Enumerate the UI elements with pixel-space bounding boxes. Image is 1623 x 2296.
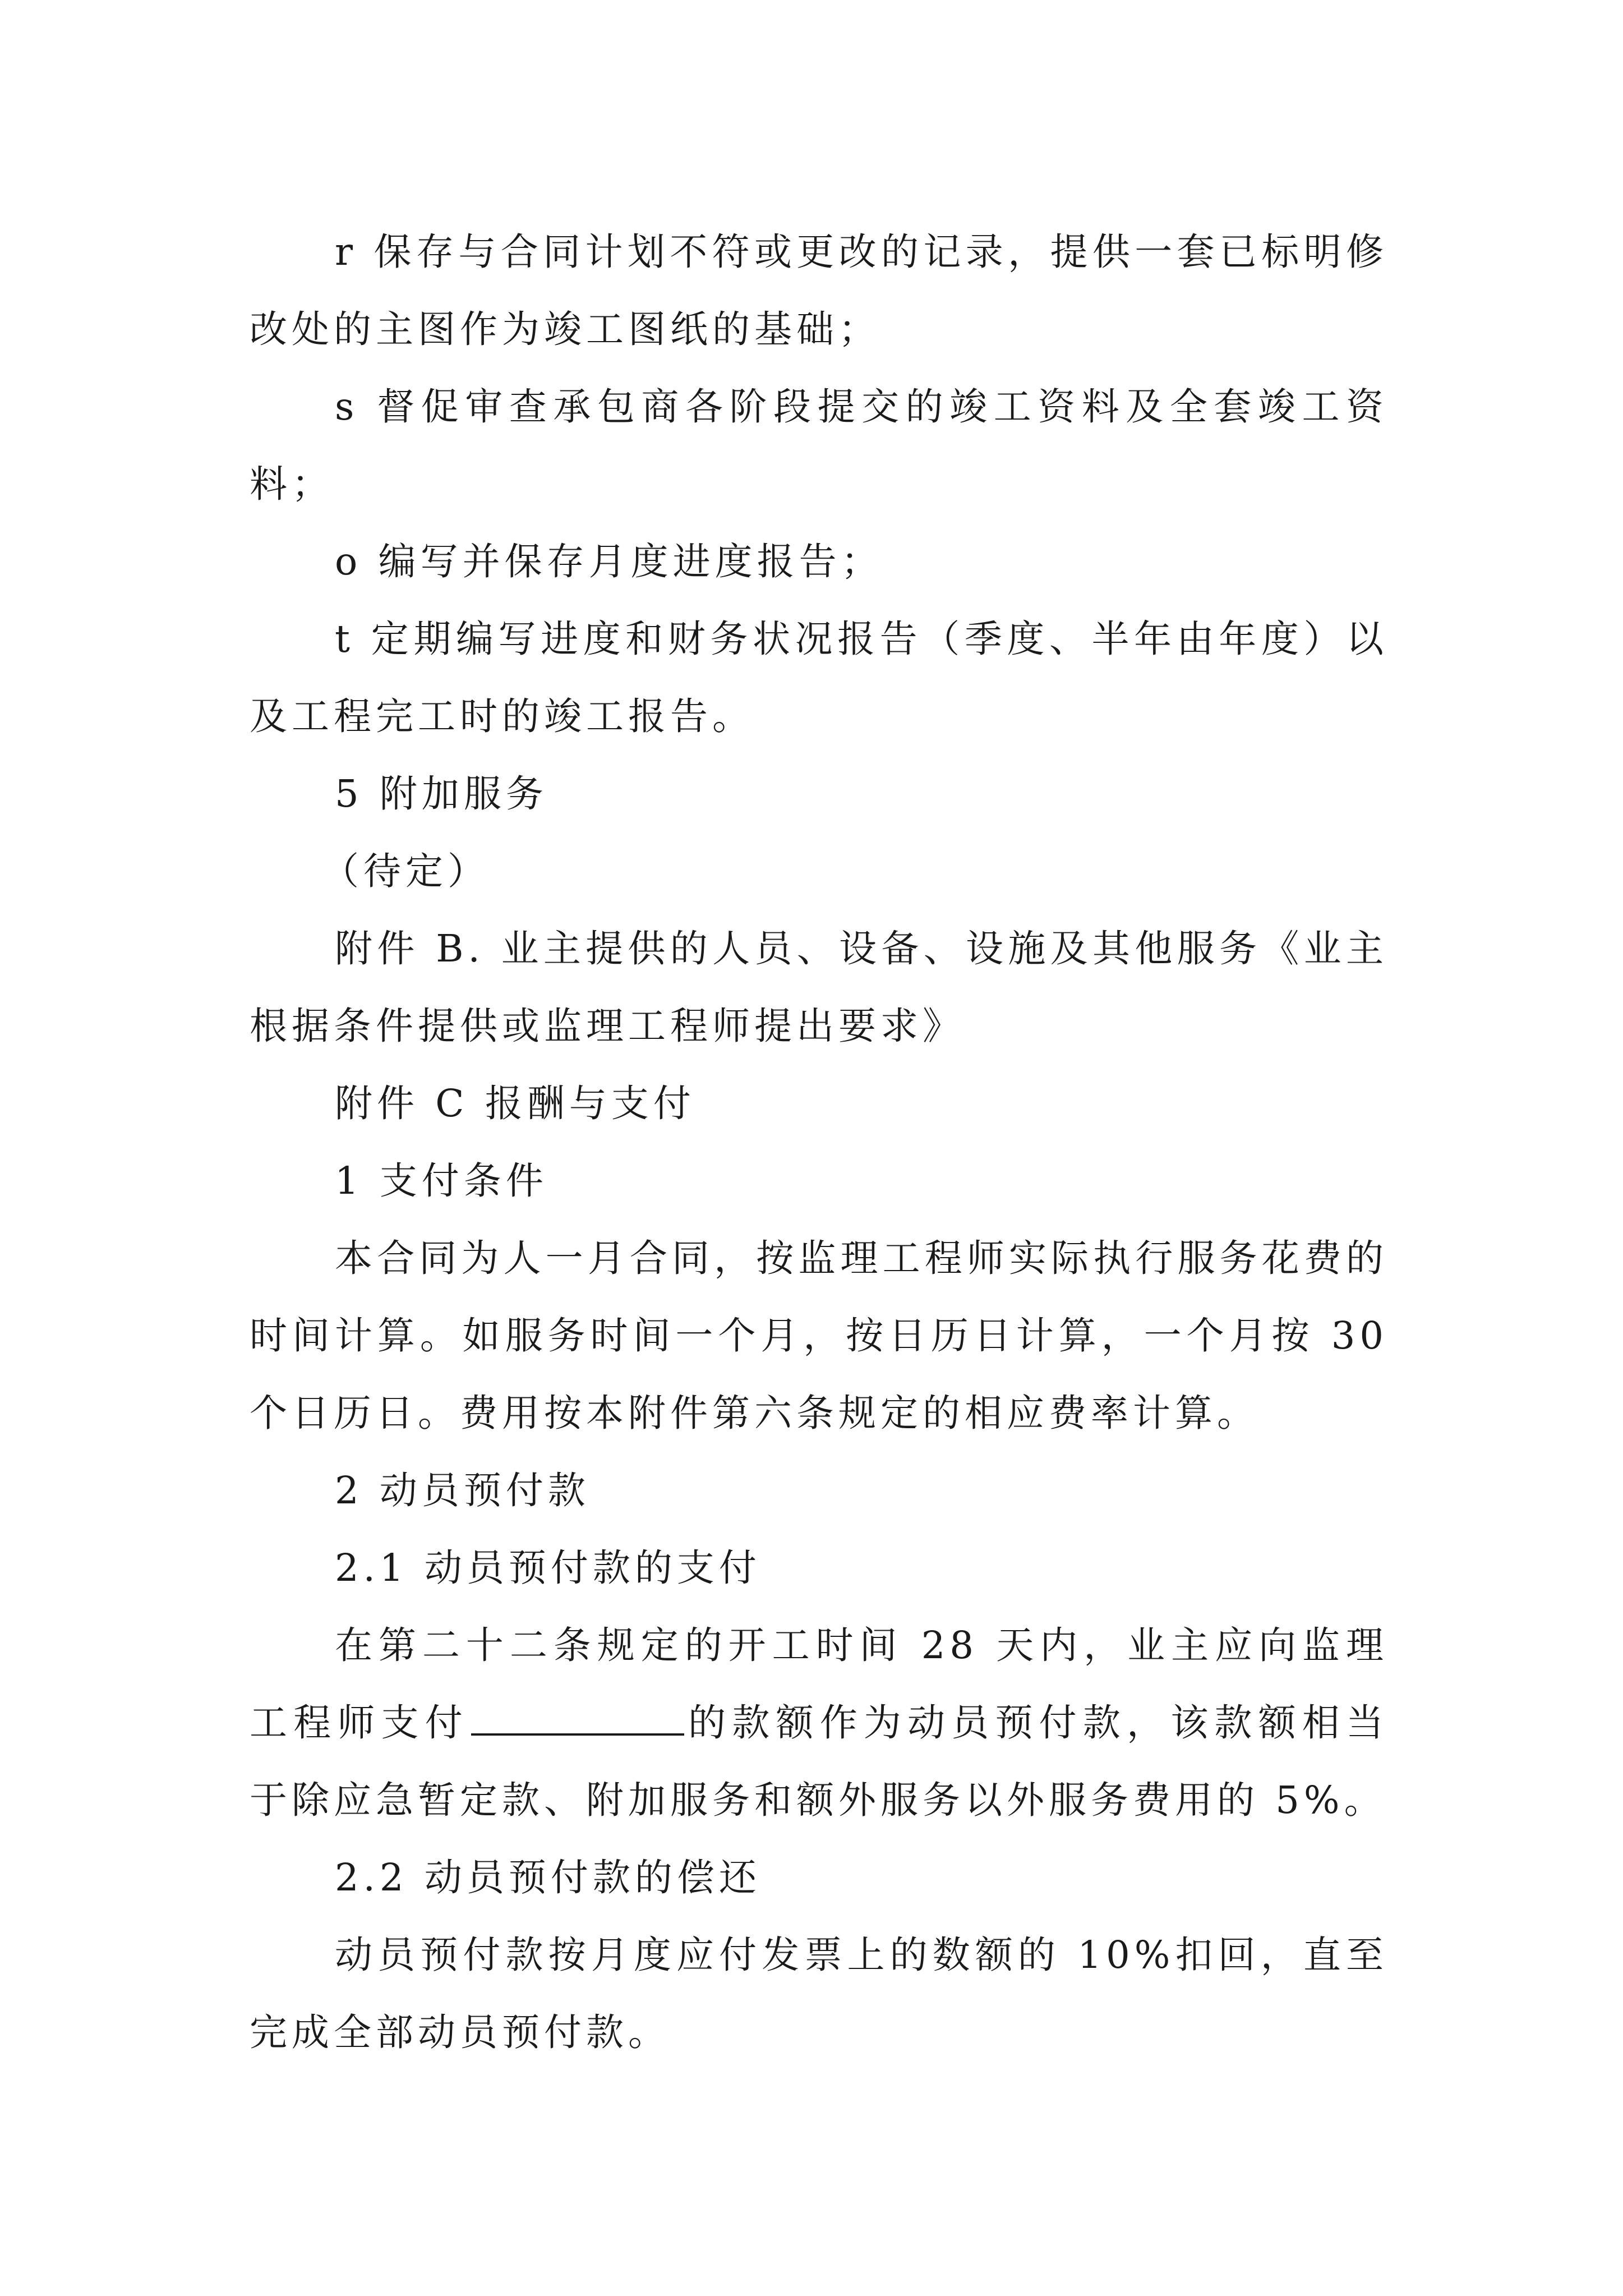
paragraph-item-t: t 定期编写进度和财务状况报告（季度、半年由年度）以及工程完工时的竣工报告。 bbox=[250, 617, 1388, 738]
advance-payment-body-part-b: 的款额作为动员预付款，该款额相当于除应急暂定款、附加服务和额外服务以外服务费用的 5%。 bbox=[250, 1701, 1388, 1822]
document-body bbox=[250, 213, 1388, 2071]
advance-payment-body bbox=[250, 1607, 1388, 1839]
advance-payment-body-part-a: 在第二十二条规定的开工时间 28 天内，业主应向监理工程师支付 bbox=[250, 1623, 1388, 1745]
annex-b-heading: 附件 B. 业主提供的人员、设备、设施及其他服务《业主根据条件提供或监理工程师提出要求》 bbox=[250, 927, 1388, 1048]
paragraph-item-o: o 编写并保存月度进度报告； bbox=[335, 540, 883, 583]
paragraph-item-s: s 督促审查承包商各阶段提交的竣工资料及全套竣工资料； bbox=[250, 385, 1388, 506]
annex-c-heading: 附件 C 报酬与支付 bbox=[335, 1082, 695, 1125]
section-heading-payment-conditions: 1 支付条件 bbox=[335, 1159, 548, 1203]
amount-blank-line bbox=[471, 1701, 684, 1736]
payment-conditions-body: 本合同为人一月合同，按监理工程师实际执行服务花费的时间计算。如服务时间一个月，按日历日计算，一个月按 30 个日历日。费用按本附件第六条规定的相应费率计算。 bbox=[250, 1236, 1388, 1435]
section-heading-additional-services: 5 附加服务 bbox=[335, 772, 548, 816]
subsection-heading-advance-payment: 2.1 动员预付款的支付 bbox=[335, 1546, 761, 1590]
paragraph-item-r: r 保存与合同计划不符或更改的记录，提供一套已标明修改处的主图作为竣工图纸的基础； bbox=[250, 230, 1388, 351]
advance-repayment-body: 动员预付款按月度应付发票上的数额的 10%扣回，直至完成全部动员预付款。 bbox=[250, 1933, 1388, 2054]
section-heading-mobilization-advance: 2 动员预付款 bbox=[335, 1469, 590, 1512]
subsection-heading-advance-repayment: 2.2 动员预付款的偿还 bbox=[335, 1856, 761, 1899]
pending-note: （待定） bbox=[321, 849, 490, 893]
